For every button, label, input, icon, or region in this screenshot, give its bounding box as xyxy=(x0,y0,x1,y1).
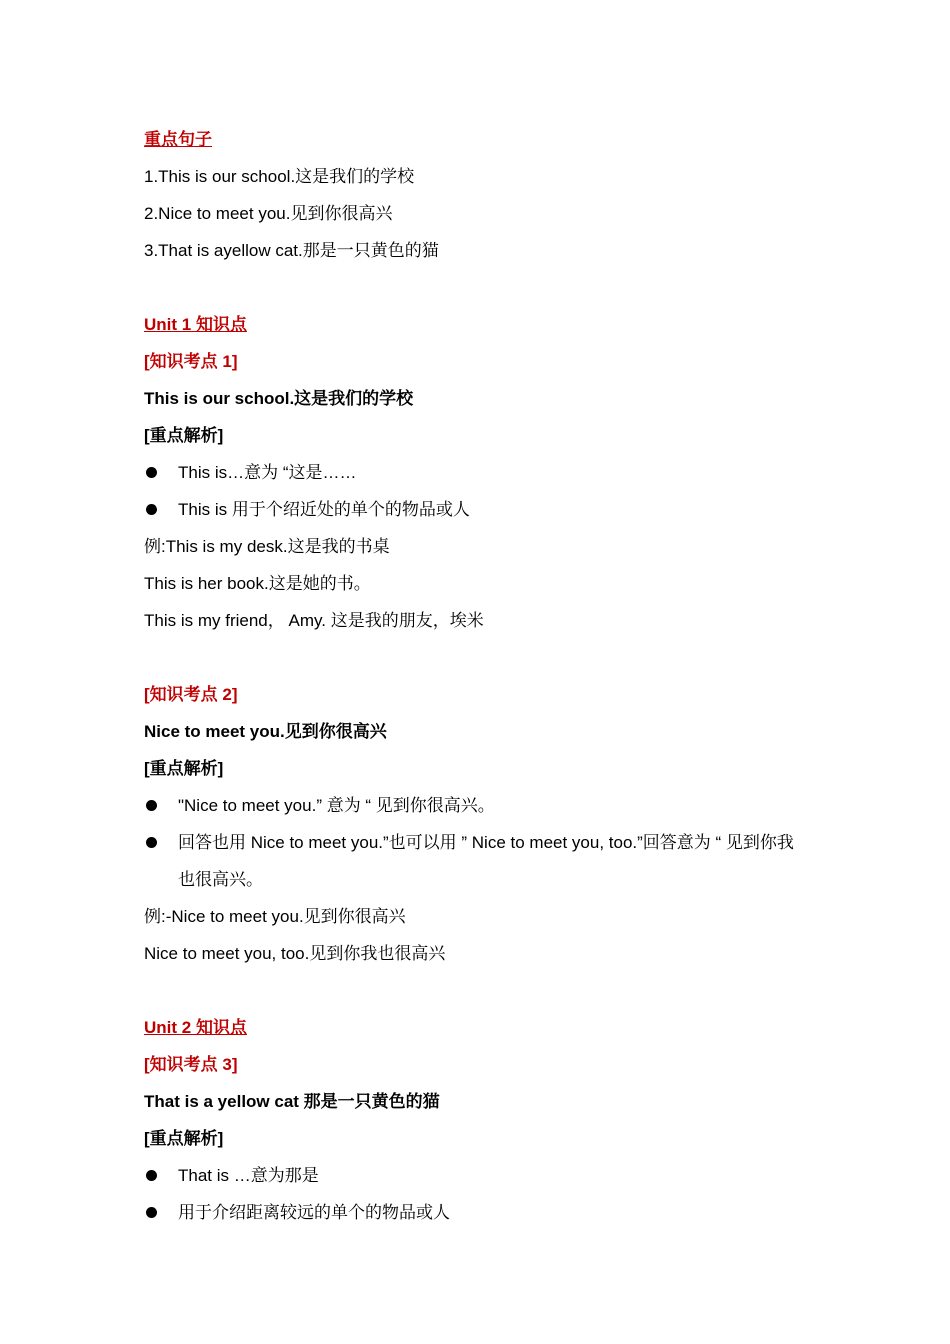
point1-bullet-2 xyxy=(144,491,824,528)
bullet-text: This is 用于个绍近处的单个的物品或人 xyxy=(178,500,470,519)
spacer xyxy=(144,972,824,1009)
bullet-text: "Nice to meet you.” 意为 “ 见到你很高兴。 xyxy=(178,796,495,815)
key-sentence-3: 3.That is ayellow cat.那是一只黄色的猫 xyxy=(144,241,439,260)
bullet-dot-icon xyxy=(146,467,157,478)
spacer xyxy=(144,269,824,306)
point1-example-3: This is my friend， Amy. 这是我的朋友，埃米 xyxy=(144,611,484,630)
point1-label: [知识考点 1] xyxy=(144,352,238,371)
point3-analysis-label: [重点解析] xyxy=(144,1129,224,1148)
point1-example-1: 例:This is my desk.这是我的书桌 xyxy=(144,537,390,556)
point1-example-2: This is her book.这是她的书。 xyxy=(144,574,371,593)
spacer xyxy=(144,639,824,676)
point3-bullet-2 xyxy=(144,1194,824,1231)
bullet-text: 回答也用 Nice to meet you.”也可以用 ” Nice to meet you, too.”回答意为 “ 见到你我也很高兴。 xyxy=(178,833,794,889)
key-sentence-1: 1.This is our school.这是我们的学校 xyxy=(144,167,415,186)
key-sentence-2: 2.Nice to meet you.见到你很高兴 xyxy=(144,204,393,223)
point2-analysis-label: [重点解析] xyxy=(144,759,224,778)
point2-bullet-2 xyxy=(144,824,824,898)
point2-bullet-1 xyxy=(144,787,824,824)
point1-sentence: This is our school.这是我们的学校 xyxy=(144,389,414,408)
document-content xyxy=(144,121,824,1231)
bullet-text: That is …意为那是 xyxy=(178,1166,319,1185)
point2-sentence: Nice to meet you.见到你很高兴 xyxy=(144,722,387,741)
bullet-text: This is…意为 “这是…… xyxy=(178,463,357,482)
point3-sentence: That is a yellow cat 那是一只黄色的猫 xyxy=(144,1092,440,1111)
point1-bullet-1 xyxy=(144,454,824,491)
point2-example-1: 例:-Nice to meet you.见到你很高兴 xyxy=(144,907,406,926)
point2-example-2: Nice to meet you, too.见到你我也很高兴 xyxy=(144,944,446,963)
bullet-dot-icon xyxy=(146,1170,157,1181)
bullet-dot-icon xyxy=(146,1207,157,1218)
key-sentences-heading: 重点句子 xyxy=(144,130,212,149)
unit2-heading: Unit 2 知识点 xyxy=(144,1018,247,1037)
bullet-dot-icon xyxy=(146,837,157,848)
point1-analysis-label: [重点解析] xyxy=(144,426,224,445)
unit1-heading: Unit 1 知识点 xyxy=(144,315,247,334)
bullet-dot-icon xyxy=(146,800,157,811)
bullet-text: 用于介绍距离较远的单个的物品或人 xyxy=(178,1203,450,1222)
point3-bullet-1 xyxy=(144,1157,824,1194)
bullet-dot-icon xyxy=(146,504,157,515)
point3-label: [知识考点 3] xyxy=(144,1055,238,1074)
point2-label: [知识考点 2] xyxy=(144,685,238,704)
